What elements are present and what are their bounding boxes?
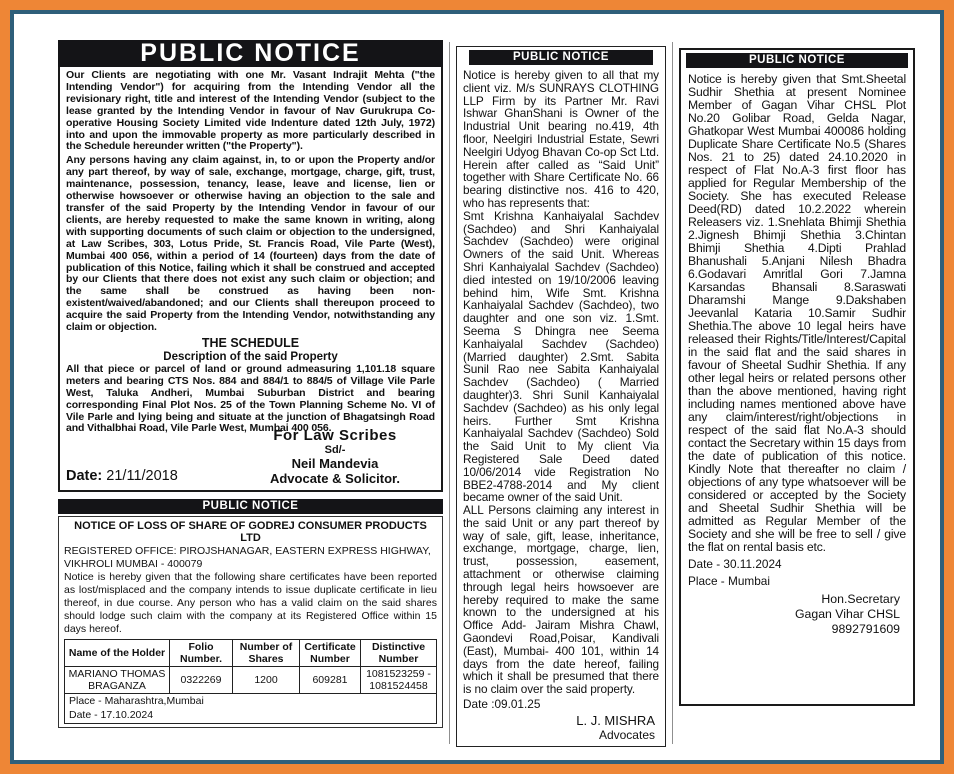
notice1-signature-block <box>235 427 435 486</box>
notice4-text: Notice is hereby given that Smt.Sheetal Sudhir Shethia at present Nominee Member of Gagan Vihar CHSL Plot No.20 Golibar Road, Gelda Nagar, Ghatkopar West Mumbai 400086 holding Duplicate Share Certificate No.5 (Shares Nos. 21 to 25) dated 24.10.2020 in respect of Flat No.A-3 first floor has applied for Regular Membership of the Society. She has executed Release Deed(RD) dated 10.2.2022 wherein Releasers viz. 1.Snehlata Bhimji Shethia 2.Jignesh Bhimji Shethia 3.Chintan Bhimji Shethia 4.Dipti Prahlad Bhanushali 5.Anjani Nilesh Bhadra 6.Godavari Amritlal Gori 7.Jamna Karsandas Bhansali 8.Saraswati Dharamshi Mange 9.Dakshaben Jeevanlal Kataria 10.Samir Sudhir Shethia.The above 10 legal heirs have released their Rights/Title/Interest/Capital in the said flat and the said shares in favour of Sheetal Sudhir Shethia. If any other legal heirs or related persons other than the above mentioned, having right including names mentioned above have any claim/interest/right/objections in respect of the said flat No.A-3 should contact the Secretary within 15 days from the date of publication of this notice. Kindly Note that thereafter no claim / objections of any type whatsoever will be considered or accepted by the Society and Sheetal Sudhir Shethia will be admitted as Regular Member of the Society and she will be free to sell / give the flat on rental basis etc. <box>688 72 906 554</box>
page-inner-frame <box>10 10 944 764</box>
cell-distinctive: 1081523259 - 1081524458 <box>361 667 437 694</box>
column-left <box>58 40 443 748</box>
notice1-date-label: Date: <box>66 468 103 485</box>
column-divider-1 <box>449 42 450 744</box>
notice3-date: Date :09.01.25 <box>463 697 541 712</box>
notice4-body <box>681 72 913 637</box>
cell-holder-name: MARIANO THOMAS BRAGANZA <box>65 667 170 694</box>
place-date-cell <box>65 694 437 724</box>
cell-shares: 1200 <box>233 667 300 694</box>
signature-title: Advocate & Solicitor. <box>269 471 401 487</box>
col-header-folio: Folio Number. <box>170 640 233 667</box>
col-header-distinctive: Distinctive Number <box>361 640 437 667</box>
table-header-row <box>65 640 437 667</box>
schedule-heading: THE SCHEDULE <box>201 335 300 350</box>
col-header-certificate: Certificate Number <box>300 640 361 667</box>
notice4 <box>679 48 915 706</box>
signature-sd: Sd/- <box>324 444 346 457</box>
notices-content <box>58 40 920 748</box>
notice4-signature-block <box>688 592 906 637</box>
notice2-registered-office: REGISTERED OFFICE: PIROJSHANAGAR, EASTERN EXPRESS HIGHWAY, VIKHROLI MUMBAI - 400079 <box>64 545 431 570</box>
share-certificate-table <box>64 639 437 724</box>
notice2-place: Place - Maharashtra,Mumbai <box>69 695 204 708</box>
notice4-signature-phone: 9892791609 <box>831 622 900 636</box>
signature-for: For Law Scribes <box>273 427 397 445</box>
notice3-paragraph-3: ALL Persons claiming any interest in the said Unit or any part thereof by way of sale, gift, lease, inheritance, exchange, mortgage, charge, lien, trust, possession, easement, attachment or otherwise claiming through legal heirs howsoever are hereby required to make the same known to the undersigned at his Office Add- Jairam Mishra Chawl, Gaondevi Road,Poisar, Kandivali (East), Mumbai- 400 101, within 14 days from the date hereof, failing which it shall be presumed that there is no claim over the said property. <box>463 503 659 697</box>
notice2-date: Date - 17.10.2024 <box>69 708 154 721</box>
notice3 <box>456 46 666 747</box>
table-row <box>65 667 437 694</box>
notice4-signature-society: Gagan Vihar CHSL <box>794 607 900 621</box>
notice2-body <box>58 516 443 728</box>
notice1-footer <box>66 427 435 487</box>
notice1-paragraph-1: Our Clients are negotiating with one Mr. Vasant Indrajit Mehta ("the Intending Vendor") for acquiring from the Intending Vendor all the revisionary right, title and interest of the Intending Vendor (subject to the lease granted by the Intending Vendor in favour of Nav Gurukrupa Co-operative Housing Society Limited vide Indenture dated 12th July, 1972) into and upon the immovable property as more particularly described in the Schedule hereunder written ("the Property"). <box>66 69 435 153</box>
col-header-holder: Name of the Holder <box>65 640 170 667</box>
signature-name: Neil Mandevia <box>291 456 379 472</box>
notice2-title: NOTICE OF LOSS OF SHARE OF GODREJ CONSUMER PRODUCTS LTD <box>74 520 427 545</box>
notice3-signature-block <box>463 713 659 742</box>
notice3-signature-name: L. J. MISHRA <box>576 713 655 729</box>
notice4-header-bar: PUBLIC NOTICE <box>686 53 908 68</box>
notice1-header-bar: PUBLIC NOTICE <box>58 40 443 67</box>
notice1-paragraph-2: Any persons having any claim against, in, to or upon the Property and/or any part thereof, by way of sale, exchange, mortgage, charge, gift, trust, maintenance, possession, tenancy, lease, leave and license, lien or otherwise howsoever or otherwise having an objection to the sale and transfer of the said Property by the Intending Vendor in favour of our clients, are hereby requested to make the same known in writing, along with supporting documents of such claim or objection to the undersigned, at Law Scribes, 303, Lotus Pride, St. Francis Road, Vile Parte (West), Mumbai 400 056, within a period of 14 (fourteen) days from the date of publication of this Notice, failing which it shall be construed and accepted by our Clients that there does not exist any such claim or objection; and the same shall be construed as having been non-existent/waived/abandoned; and our Clients shall thereupon proceed to acquire the said Property from the Intending Vendor, notwithstanding any claim or objection. <box>66 154 435 334</box>
notice1-date <box>66 468 178 486</box>
notice3-paragraph-1: Notice is hereby given to all that my client viz. M/s SUNRAYS CLOTHING LLP Firm by its Partner Mr. Ravi Ishwar GhanShani is Owner of the Industrial Unit bearing no.419, 4th floor, Neelgiri Industrial Estate, Sewri Neelgiri Udyog Bhavan Co-op Sct Ltd. Herein after called as “Said Unit” together with Share Certificate No. 66 bearing distinctive nos. 416 to 420, who has represents that: <box>463 68 659 210</box>
notice3-body <box>457 68 665 742</box>
notice2-header-bar: PUBLIC NOTICE <box>58 499 443 514</box>
notice3-signature-title: Advocates <box>598 728 655 743</box>
cell-certificate: 609281 <box>300 667 361 694</box>
column-right <box>679 48 915 748</box>
notice2 <box>58 499 443 728</box>
notice4-signature-title: Hon.Secretary <box>821 592 900 606</box>
table-footer-row <box>65 694 437 724</box>
notice2-text: Notice is hereby given that the following share certificates have been reported as lost/misplaced and the company intends to issue duplicate certificate in lieu thereof, in due course. Any person who has a valid claim on the said shares should lodge such claim with the company at its Registered Office within 15 days hereof. <box>64 571 437 635</box>
notice4-place: Place - Mumbai <box>688 574 770 588</box>
notice4-date: Date - 30.11.2024 <box>688 557 782 571</box>
column-middle <box>456 46 666 748</box>
cell-folio: 0322269 <box>170 667 233 694</box>
notice3-header-bar: PUBLIC NOTICE <box>469 50 653 65</box>
col-header-shares: Number of Shares <box>233 640 300 667</box>
description-heading: Description of the said Property <box>163 350 338 363</box>
notice1-paragraph-3: All that piece or parcel of land or ground admeasuring 1,101.18 square meters and bearing CTS Nos. 884 and 884/1 to 884/5 of Village Vile Parle West, Taluka Andheri, Mumbai Suburban District and bearing corresponding Final Plot Nos. 25 of the Town Planning Scheme No. VI of Vile Parle and lying being and situate at the junction of Bhagatsingh Road and Vithalbhai Road, Vile Parle West, Mumbai 400 056. <box>66 362 435 435</box>
notice3-paragraph-2: Smt Krishna Kanhaiyalal Sachdev (Sachdeo) and Shri Kanhaiyalal Sachdev (Sachdeo) were original Owners of the said Unit. Whereas Shri Kanhaiyalal Sachdev (Sachdeo) died intested on 19/10/2006 leaving behind him, Wife Smt. Krishna Kanhaiyalal Sachdev (Sachdeo), two daughter and one son viz. 1.Smt. Seema S Dhingra nee Seema Kanhaiyalal Sachdev (Sachdeo)(Married daughter) 2.Smt. Sabita Sunil Rao nee Sabita Kanhaiyalal Sachdev (Sachdeo) ( Married daughter)3. Shri Sunil Kanhaiyalal Sachdev (Sachdeo) as his only legal heirs. Further Smt Krishna Kanhaiyalal Sachdev (Sachdeo) Sold the Said Unit to My client Via Registered Sale Deed dated 10/06/2014 vide Registration No BBE2-4788-2014 and My client became owner of the said Unit. <box>463 208 659 505</box>
notice1-body <box>58 67 443 492</box>
notice1-date-value: 21/11/2018 <box>106 468 178 485</box>
column-divider-2 <box>672 42 673 744</box>
